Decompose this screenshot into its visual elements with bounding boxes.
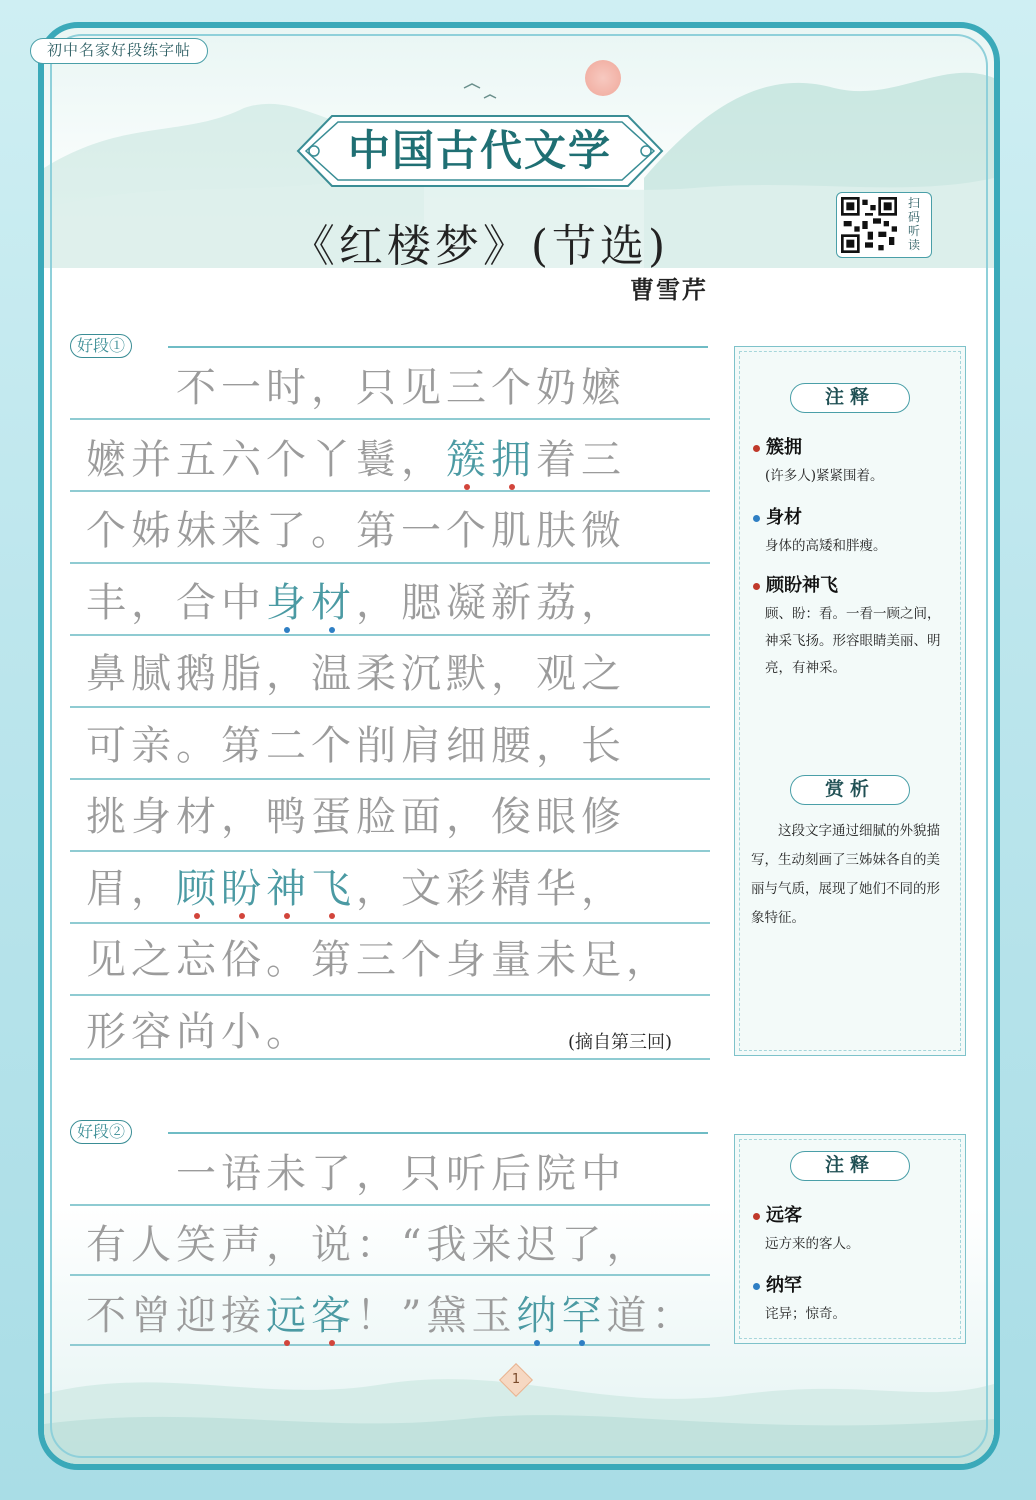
highlighted-term: 拥: [491, 424, 536, 496]
passage-segment: 眉，: [86, 865, 176, 912]
passage-segment: 不曾迎接: [86, 1293, 266, 1339]
note-definition: 远方来的客人。: [765, 1236, 860, 1252]
passage-line: [86, 424, 626, 496]
passage-segment: 不一时，只见三个奶嬷: [86, 365, 626, 411]
passage-line: [86, 710, 626, 782]
series-tag: 初中名家好段练字帖: [30, 38, 208, 64]
passage-segment: 见之忘俗。第三个身量未足，: [86, 937, 671, 983]
passage-segment: ！”黛玉: [356, 1293, 517, 1339]
sun-decoration: [585, 60, 621, 96]
section-title: 中国古代文学: [347, 126, 612, 175]
highlighted-term: 材: [311, 567, 356, 639]
passage-segment: 鼻腻鹅脂，温柔沉默，观之: [86, 651, 626, 697]
note-bullet-icon: [753, 583, 760, 590]
passage-segment: 道：: [606, 1293, 697, 1339]
work-title: 《红楼梦》(节选): [290, 221, 670, 272]
highlighted-term: 顾: [176, 853, 221, 925]
highlighted-term: 身: [266, 567, 311, 639]
note-term: 身材: [753, 503, 802, 529]
notes-panel-1: [734, 346, 966, 1056]
passage-2-label: 好段②: [70, 1120, 132, 1146]
page-number: 1: [511, 1372, 521, 1387]
highlighted-term: 远: [266, 1280, 311, 1352]
passage-1-label: 好段①: [70, 334, 132, 360]
highlighted-term: 飞: [311, 853, 356, 925]
note-bullet-icon: [753, 515, 760, 522]
highlighted-term: 罕: [561, 1280, 606, 1352]
note-term: 顾盼神飞: [753, 571, 838, 597]
note-definition: 顾、盼：看。一看一顾之间，神采飞扬。形容眼睛美丽、明亮，有神采。: [765, 606, 941, 676]
notes-heading-2: 注释: [790, 1151, 910, 1181]
highlighted-term: 盼: [221, 853, 266, 925]
passage-line: [86, 1209, 651, 1281]
passage-segment: 嬷并五六个丫鬟，: [86, 436, 446, 483]
passage-line: [86, 1280, 696, 1352]
note-term: 纳罕: [753, 1271, 802, 1297]
passage-2-text: [86, 1138, 706, 1354]
passage-segment: 丰，合中: [86, 579, 266, 626]
passage-1-text: [86, 352, 706, 1072]
passage-line: [86, 924, 671, 996]
passage-1-source: (摘自第三回): [568, 1032, 673, 1053]
note-bullet-icon: [753, 445, 760, 452]
note-definition: (许多人)紧紧围着。: [765, 468, 884, 484]
author-name: 曹雪芹: [630, 275, 708, 304]
passage-line: [86, 567, 626, 639]
highlighted-term: 客: [311, 1280, 356, 1352]
note-term: 远客: [753, 1201, 802, 1227]
note-term: 簇拥: [753, 433, 802, 459]
passage-segment: 着三: [536, 436, 626, 483]
title-banner: [292, 110, 668, 192]
note-bullet-icon: [753, 1283, 760, 1290]
qr-code-box[interactable]: [836, 192, 932, 258]
highlighted-term: 神: [266, 853, 311, 925]
passage-line: [86, 853, 626, 925]
passage-segment: ，腮凝新荔，: [356, 579, 626, 626]
passage-segment: 有人笑声，说：“我来迟了，: [86, 1222, 652, 1268]
passage-line: [86, 1138, 626, 1210]
analysis-text: 这段文字通过细腻的外貌描写，生动刻画了三姊妹各自的美丽与气质，展现了她们不同的形象特征。: [751, 823, 940, 926]
note-definition: 诧异；惊奇。: [765, 1306, 846, 1322]
passage-segment: 个姊妹来了。第一个肌肤微: [86, 508, 626, 554]
passage-segment: 一语未了，只听后院中: [86, 1151, 626, 1197]
passage-1-divider: [168, 346, 708, 348]
qr-label: 扫码听读: [907, 196, 920, 252]
passage-line: [86, 996, 311, 1068]
passage-line: [86, 352, 626, 424]
passage-line: [86, 495, 626, 567]
passage-line: [86, 638, 626, 710]
note-definition: 身体的高矮和胖瘦。: [765, 538, 887, 554]
passage-2-divider: [168, 1132, 708, 1134]
passage-segment: 形容尚小。: [86, 1008, 311, 1055]
passage-line: [86, 781, 626, 853]
passage-segment: 挑身材，鸭蛋脸面，俊眼修: [86, 794, 626, 840]
note-bullet-icon: [753, 1213, 760, 1220]
notes-heading-1: 注释: [790, 383, 910, 413]
highlighted-term: 簇: [446, 424, 491, 496]
passage-segment: 可亲。第二个削肩细腰，长: [86, 722, 626, 769]
passage-segment: ，文彩精华，: [356, 865, 626, 912]
notes-panel-2: [734, 1134, 966, 1344]
highlighted-term: 纳: [516, 1280, 561, 1352]
analysis-heading: 赏析: [790, 775, 910, 805]
qr-code-icon[interactable]: [841, 197, 897, 253]
